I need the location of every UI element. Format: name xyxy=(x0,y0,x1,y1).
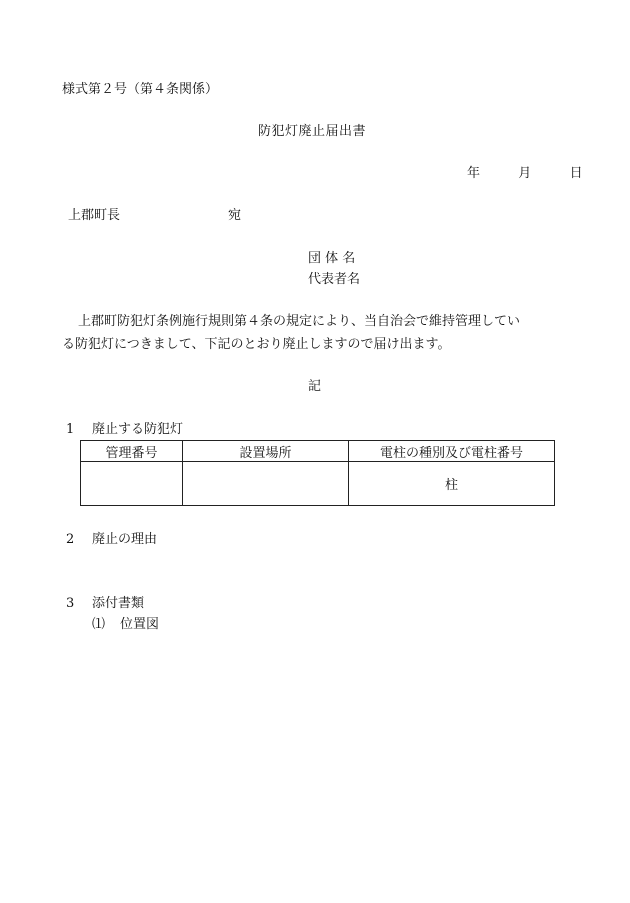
column-header-pole-type-number: 電柱の種別及び電柱番号 xyxy=(349,441,555,462)
section-1-heading: 廃止する防犯灯 xyxy=(92,422,184,437)
form-number: 様式第２号（第４条関係） xyxy=(62,82,219,97)
cell-location xyxy=(183,462,349,506)
addressee-name: 上郡町長 xyxy=(68,208,121,223)
section-2-number: 2 xyxy=(66,532,75,547)
document-title: 防犯灯廃止届出書 xyxy=(258,124,367,139)
cell-management-number xyxy=(81,462,183,506)
column-header-management-number: 管理番号 xyxy=(81,441,183,462)
attachment-item-marker: ⑴ xyxy=(92,617,106,632)
representative-label: 代表者名 xyxy=(308,272,361,287)
body-line-1: 上郡町防犯灯条例施行規則第４条の規定により、当自治会で維持管理してい xyxy=(78,314,521,329)
street-light-table xyxy=(80,440,555,506)
addressee-honorific: 宛 xyxy=(228,208,242,223)
date-year-label: 年 xyxy=(467,166,481,181)
section-3-number: 3 xyxy=(66,596,75,611)
section-3-heading: 添付書類 xyxy=(92,596,145,611)
section-1-number: 1 xyxy=(66,422,75,437)
cell-pole-type-number: 柱 xyxy=(349,462,555,506)
body-line-2: る防犯灯につきまして、下記のとおり廃止しますので届け出ます。 xyxy=(62,337,451,352)
attachment-item-label: 位置図 xyxy=(120,617,160,632)
ki-heading: 記 xyxy=(308,379,322,394)
date-month-label: 月 xyxy=(518,166,532,181)
section-2-heading: 廃止の理由 xyxy=(92,532,158,547)
date-line xyxy=(467,166,583,182)
table-header-row xyxy=(81,441,555,462)
table-row xyxy=(81,462,555,506)
column-header-location: 設置場所 xyxy=(183,441,349,462)
date-day-label: 日 xyxy=(569,166,583,181)
group-name-label: 団 体 名 xyxy=(308,251,356,266)
